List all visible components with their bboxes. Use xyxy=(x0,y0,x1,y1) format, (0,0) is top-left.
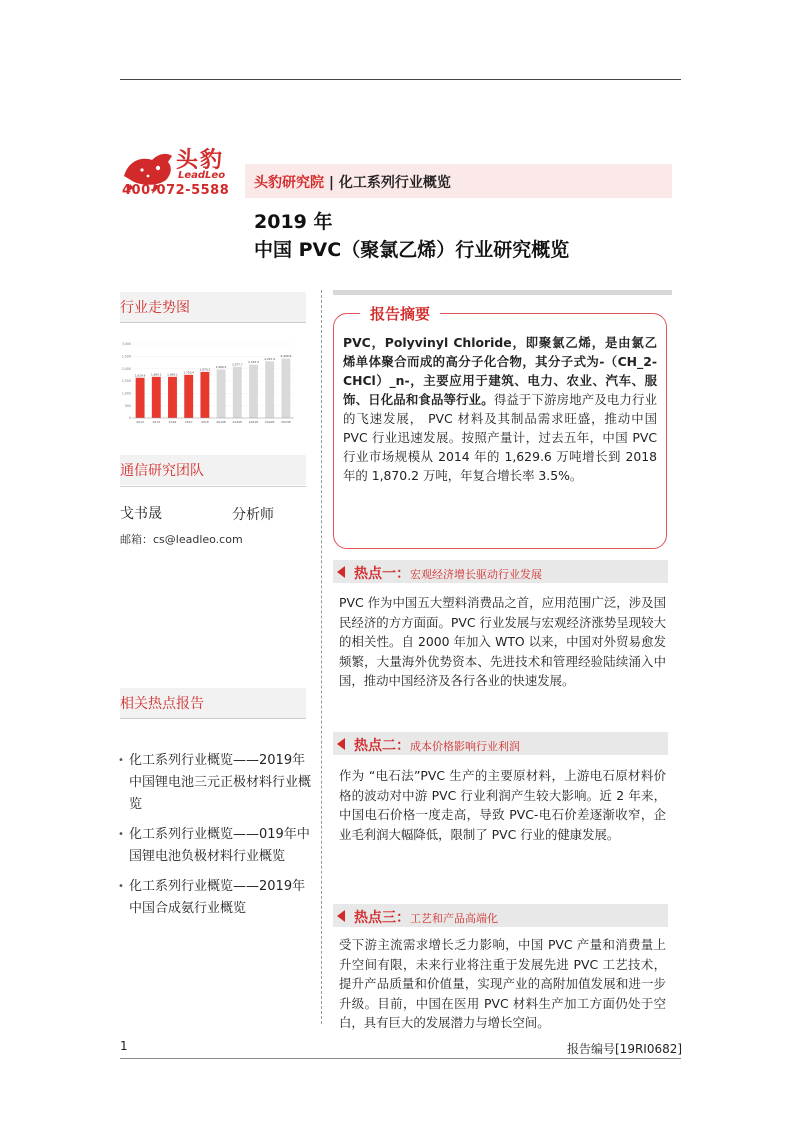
trend-heading-rule xyxy=(120,322,306,323)
page-number: 1 xyxy=(120,1039,128,1053)
chart-bar xyxy=(249,365,258,418)
chart-category-label: 2022E xyxy=(264,420,275,424)
chart-category-label: 2016 xyxy=(168,420,177,424)
hotspot-2-title xyxy=(354,735,520,755)
hotspot-1-text: PVC 作为中国五大塑料消费品之首，应用范围广泛，涉及国民经济的方方面面。PVC 行业发展与宏观经济涨势呈现较大的相关性。自 2000 年加入 WTO 以来，中国对外贸易愈发频繁，大量海外优势资本、先进技术和管理经验陆续涌入中国，推动中国经济及各行各业的快速发展。 xyxy=(339,595,666,688)
chart-bar xyxy=(152,377,161,418)
brand-name: 头豹 xyxy=(176,148,225,173)
header-series xyxy=(254,172,451,192)
related-report-link[interactable]: • 化工系列行业概览——019年中国锂电池负极材料行业概览 xyxy=(118,824,314,868)
trend-heading: 行业走势图 xyxy=(120,300,190,316)
team-heading-rule xyxy=(120,486,306,487)
chart-ytick-label: 2,000 xyxy=(121,366,131,371)
chart-value-label: 1,629.6 xyxy=(134,373,146,378)
hotspot-2-text: 作为 “电石法”PVC 生产的主要原材料，上游电石原材料价格的波动对中游 PVC 行业利润产生较大影响。近 2 年来，中国电石价格一度走高，导致 PVC-电石价差逐渐收窄，企业毛利润大幅降低，限制了 PVC 行业的健康发展。 xyxy=(339,768,666,842)
phone-number: 400-072-5588 xyxy=(122,183,230,198)
chart-ytick-label: 500 xyxy=(124,403,131,408)
hotspot-3-label: 热点三： xyxy=(354,910,410,926)
chart-category-label: 2020E xyxy=(232,420,243,424)
top-rule xyxy=(120,79,681,80)
summary-body-text: 得益于下游房地产及电力行业的飞速发展， PVC 材料及其制品需求旺盛，推动中国 PVC 行业迅速发展。按照产量计，过去五年，中国 PVC 行业市场规模从 2014 年的 1,629.6 万吨增长到 2018 年的 1,870.2 万吨，年复合增长率 3.5%。 xyxy=(343,392,658,483)
summary-text xyxy=(343,333,657,485)
chart-value-label: 1,750.4 xyxy=(183,370,195,375)
hotspot-1-title xyxy=(354,563,542,583)
chart-bar xyxy=(136,378,145,418)
hotspot-arrow-icon xyxy=(337,910,345,922)
chart-bar xyxy=(184,375,193,418)
summary-bold-text: PVC，Polyvinyl Chloride，即聚氯乙烯，是由氯乙烯单体聚合而成的高分子化合物，其分子式为-（CH_2-CHCl）_n-，主要应用于建筑、电力、农业、汽车、服饰、日化品和食品等行业。 xyxy=(343,335,657,407)
team-heading: 通信研究团队 xyxy=(120,463,204,479)
related-heading: 相关热点报告 xyxy=(120,696,204,712)
hotspot-3-text: 受下游主流需求增长乏力影响，中国 PVC 产量和消费量上升空间有限，未来行业将注重于发展先进 PVC 工艺技术，提升产品质量和价值量，实现产业的高附加值发展和进一步升级。目前，中国在医用 PVC 材料生产加工方面仍处于空白，具有巨大的发展潜力与增长空间。 xyxy=(339,937,666,1030)
chart-bar xyxy=(233,367,242,418)
related-heading-rule xyxy=(120,718,306,719)
hotspot-arrow-icon xyxy=(337,738,345,750)
chart-value-label: 1,870.2 xyxy=(199,367,211,372)
related-report-link[interactable]: • 化工系列行业概览——2019年中国合成氨行业概览 xyxy=(118,876,314,920)
chart-category-label: 2017 xyxy=(184,420,193,424)
chart-ytick-label: 0 xyxy=(128,416,131,421)
brand-name-en: LeadLeo xyxy=(178,170,226,181)
team-heading-band xyxy=(120,455,306,485)
analyst-email: 邮箱：cs@leadleo.com xyxy=(120,533,243,546)
chart-category-label: 2023E xyxy=(281,420,291,424)
chart-category-label: 2021E xyxy=(248,420,259,424)
chart-ytick-label: 2,500 xyxy=(121,354,131,359)
trend-mini-chart xyxy=(118,338,298,430)
analyst-role: 分析师 xyxy=(232,507,274,523)
chart-bar xyxy=(168,377,177,418)
related-report-link[interactable]: • 化工系列行业概览——2019年中国锂电池三元正极材料行业概览 xyxy=(118,750,314,816)
chart-bar xyxy=(265,361,274,418)
report-title-year: 2019 年 xyxy=(254,211,333,233)
analyst-name: 戈书晟 xyxy=(120,506,162,522)
chart-category-label: 2014 xyxy=(136,420,144,424)
hotspot-arrow-icon xyxy=(337,566,345,578)
hotspot-3-subtitle: 工艺和产品高端化 xyxy=(410,912,498,925)
chart-category-label: 2015 xyxy=(152,420,161,424)
chart-value-label: 2,409.6 xyxy=(280,354,292,359)
institute-name: 头豹研究院 xyxy=(254,175,324,191)
summary-label: 报告摘要 xyxy=(360,303,440,324)
summary-top-bar xyxy=(333,290,672,295)
hotspot-3-title xyxy=(354,907,498,927)
column-divider xyxy=(321,290,322,1024)
series-name: 化工系列行业概览 xyxy=(338,175,451,191)
bottom-rule xyxy=(120,1058,681,1059)
chart-value-label: 1,669.1 xyxy=(167,372,178,377)
hotspot-2-label: 热点二： xyxy=(354,738,410,754)
hotspot-1-label: 热点一： xyxy=(354,566,410,582)
chart-bar xyxy=(281,359,290,418)
chart-value-label: 1,966.5 xyxy=(215,364,227,369)
header-separator: | xyxy=(328,175,334,191)
chart-value-label: 2,297.9 xyxy=(264,356,276,361)
chart-value-label: 2,077.7 xyxy=(231,362,243,367)
chart-value-label: 2,163.4 xyxy=(248,360,259,365)
hotspot-2-subtitle: 成本价格影响行业利润 xyxy=(410,740,520,753)
chart-ytick-label: 1,000 xyxy=(121,391,131,396)
trend-heading-band xyxy=(120,292,306,322)
chart-ytick-label: 1,500 xyxy=(121,379,131,384)
hotspot-1-subtitle: 宏观经济增长驱动行业发展 xyxy=(410,568,542,581)
related-heading-band xyxy=(120,688,306,718)
chart-value-label: 1,669.1 xyxy=(150,372,162,377)
chart-bar xyxy=(200,372,209,418)
report-number: 报告编号[19RI0682] xyxy=(567,1042,683,1056)
chart-bar xyxy=(217,369,226,418)
chart-category-label: 2018 xyxy=(201,420,209,424)
chart-category-label: 2019E xyxy=(216,420,226,424)
related-reports-list xyxy=(118,750,314,928)
report-title: 中国 PVC（聚氯乙烯）行业研究概览 xyxy=(254,239,570,261)
chart-ytick-label: 3,000 xyxy=(121,342,131,347)
